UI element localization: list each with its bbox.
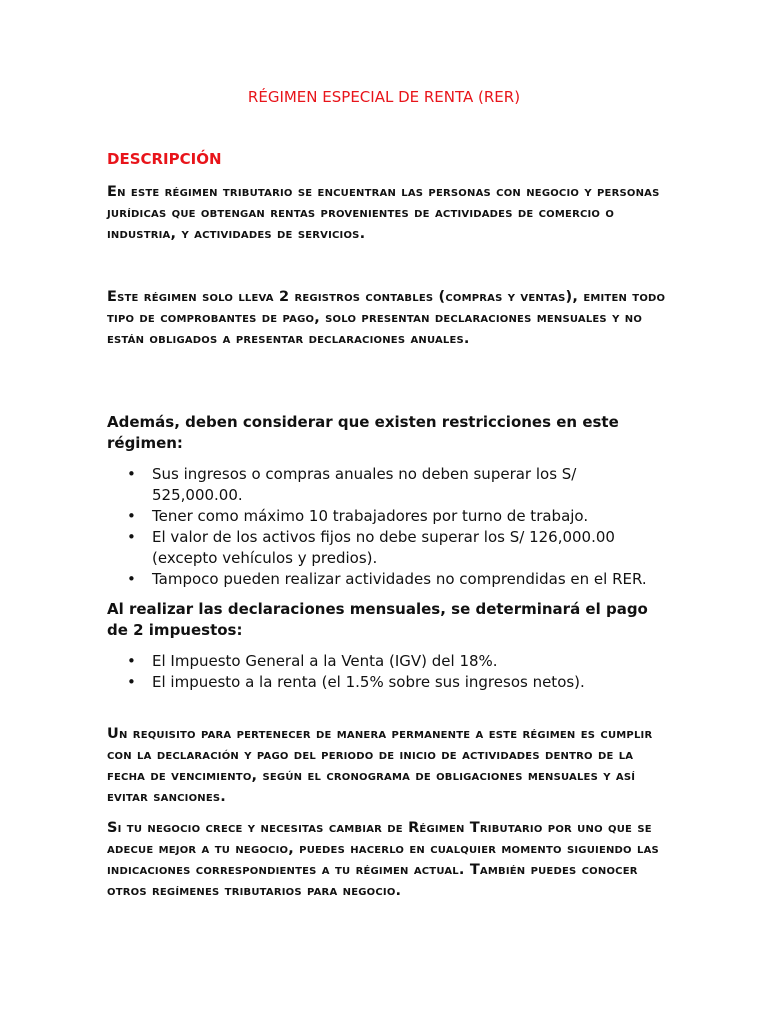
bullet-icon: • [127, 507, 136, 525]
bullet-icon: • [127, 465, 136, 483]
paragraph-intro: En este régimen tributario se encuentran las personas con negocio y personas jurídicas que obtengan rentas provenientes de actividades de comercio o industria, y actividades de servicios. [107, 184, 660, 242]
list-item: • El valor de los activos fijos no debe superar los S/ 126,000.00 (excepto vehículos y predios). [127, 528, 615, 567]
list-item: • Tampoco pueden realizar actividades no comprendidas en el RER. [127, 570, 647, 588]
restrictions-list [107, 464, 647, 590]
section-label-descripcion: DESCRIPCIÓN [107, 150, 222, 168]
paragraph-registros: Este régimen solo lleva 2 registros contables (compras y ventas), emiten todo tipo de comprobantes de pago, solo presentan declaraciones mensuales y no están obligados a presentar declaraciones anuales. [107, 289, 666, 347]
bullet-icon: • [127, 652, 136, 670]
paragraph-requisito: Un requisito para pertenecer de manera permanente a este régimen es cumplir con la declaración y pago del periodo de inicio de actividades dentro de la fecha de vencimiento, según el cronograma de obligaciones mensuales y así evitar sanciones. [107, 726, 653, 805]
document-title: RÉGIMEN ESPECIAL DE RENTA (RER) [247, 88, 521, 106]
list-item: • El Impuesto General a la Venta (IGV) del 18%. [127, 652, 498, 670]
bullet-icon: • [127, 528, 136, 546]
paragraph-cambio-regimen: Si tu negocio crece y necesitas cambiar de Régimen Tributario por uno que se adecue mejor a tu negocio, puedes hacerlo en cualquier momento siguiendo las indicaciones correspondientes a tu régimen actual. También puedes conocer otros regímenes tributarios para negocio. [107, 820, 659, 899]
taxes-list [107, 651, 647, 693]
bullet-icon: • [127, 673, 136, 691]
bullet-icon: • [127, 570, 136, 588]
list-item: • Tener como máximo 10 trabajadores por turno de trabajo. [127, 507, 589, 525]
restrictions-intro: Además, deben considerar que existen restricciones en este régimen: [107, 413, 619, 452]
list-item: • El impuesto a la renta (el 1.5% sobre sus ingresos netos). [127, 673, 585, 691]
taxes-intro: Al realizar las declaraciones mensuales, se determinará el pago de 2 impuestos: [107, 600, 648, 639]
list-item: • Sus ingresos o compras anuales no deben superar los S/ 525,000.00. [127, 465, 577, 504]
